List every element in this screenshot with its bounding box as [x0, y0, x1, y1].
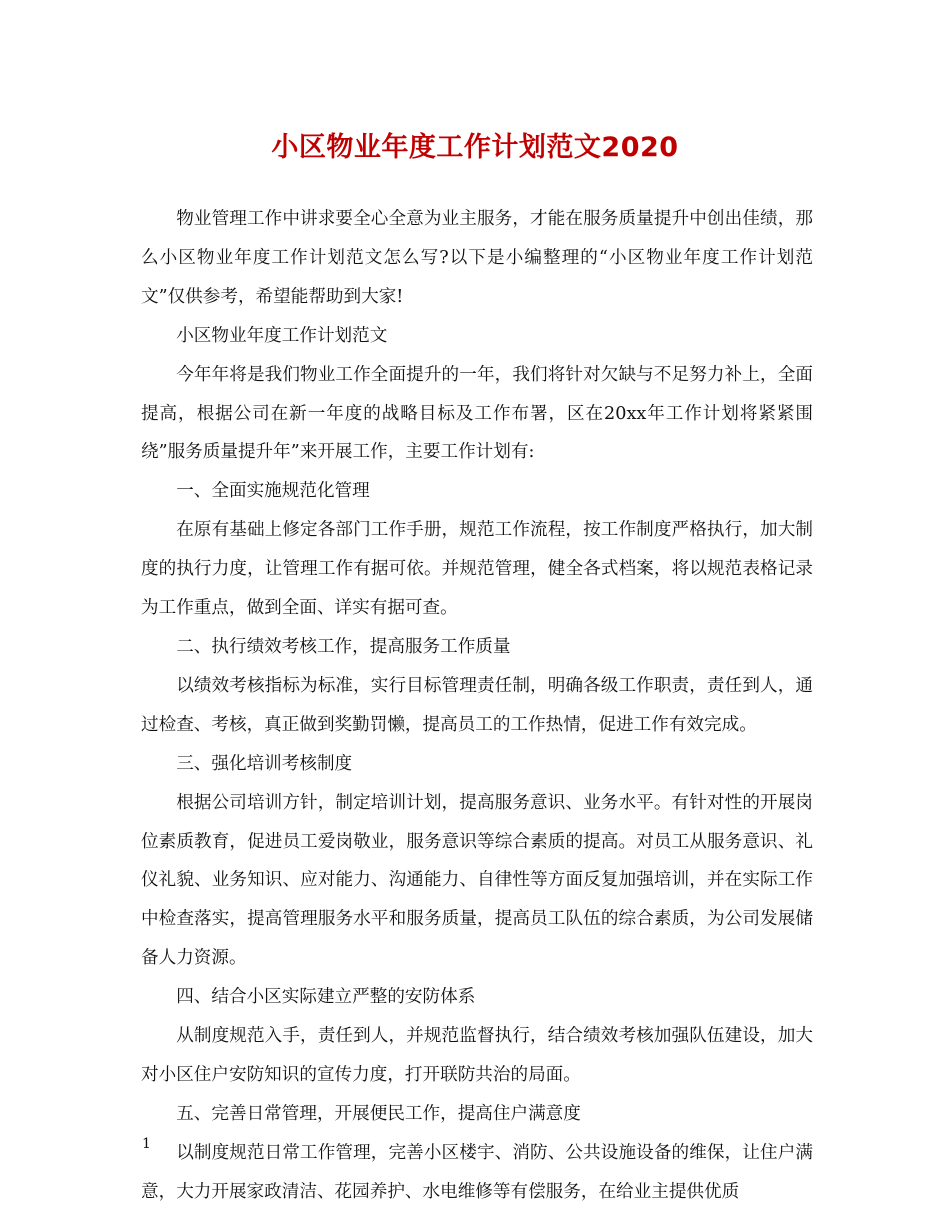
paragraph-section-2: 以绩效考核指标为标准，实行目标管理责任制，明确各级工作职责，责任到人，通过检查、考核，真正做到奖勤罚懒，提高员工的工作热情，促进工作有效完成。 [141, 675, 813, 735]
section-heading-2: 二、执行绩效考核工作，提高服务工作质量 [176, 636, 511, 657]
paragraph-section-5: 以制度规范日常工作管理，完善小区楼宇、消防、公共设施设备的维保，让住户满意，大力开展家政清洁、花园养护、水电维修等有偿服务，在给业主提供优质 [141, 1142, 813, 1202]
paragraph-intro: 物业管理工作中讲求要全心全意为业主服务，才能在服务质量提升中创出佳绩，那么小区物业年度工作计划范文怎么写?以下是小编整理的“小区物业年度工作计划范文”仅供参考，希望能帮助到大家! [141, 209, 813, 307]
paragraph-section-3: 根据公司培训方针，制定培训计划，提高服务意识、业务水平。有针对性的开展岗位素质教育，促进员工爱岗敬业，服务意识等综合素质的提高。对员工从服务意识、礼仪礼貌、业务知识、应对能力、沟通能力、自律性等方面反复加强培训，并在实际工作中检查落实，提高管理服务水平和服务质量，提高员工队伍的综合素质，为公司发展储备人力资源。 [141, 792, 813, 969]
paragraph-subtitle: 小区物业年度工作计划范文 [176, 325, 388, 346]
page-number: 1 [142, 1136, 151, 1152]
section-heading-3: 三、强化培训考核制度 [176, 753, 353, 774]
section-heading-5: 五、完善日常管理，开展便民工作，提高住户满意度 [176, 1103, 581, 1124]
document-title: 小区物业年度工作计划范文2020 [271, 132, 679, 163]
paragraph-section-1: 在原有基础上修定各部门工作手册，规范工作流程，按工作制度严格执行，加大制度的执行力度，让管理工作有据可依。并规范管理，健全各式档案，将以规范表格记录为工作重点，做到全面、详实有据可查。 [141, 520, 813, 619]
document-body [141, 200, 813, 1212]
paragraph-section-4: 从制度规范入手，责任到人，并规范监督执行，结合绩效考核加强队伍建设，加大对小区住户安防知识的宣传力度，打开联防共治的局面。 [141, 1026, 813, 1085]
section-heading-4: 四、结合小区实际建立严整的安防体系 [176, 987, 476, 1008]
section-heading-1: 一、全面实施规范化管理 [176, 481, 370, 502]
paragraph-overview: 今年年将是我们物业工作全面提升的一年，我们将针对欠缺与不足努力补上，全面提高，根据公司在新一年度的战略目标及工作布署，区在20xx年工作计划将紧紧围绕”服务质量提升年”来开展工作，主要工作计划有: [141, 364, 813, 463]
